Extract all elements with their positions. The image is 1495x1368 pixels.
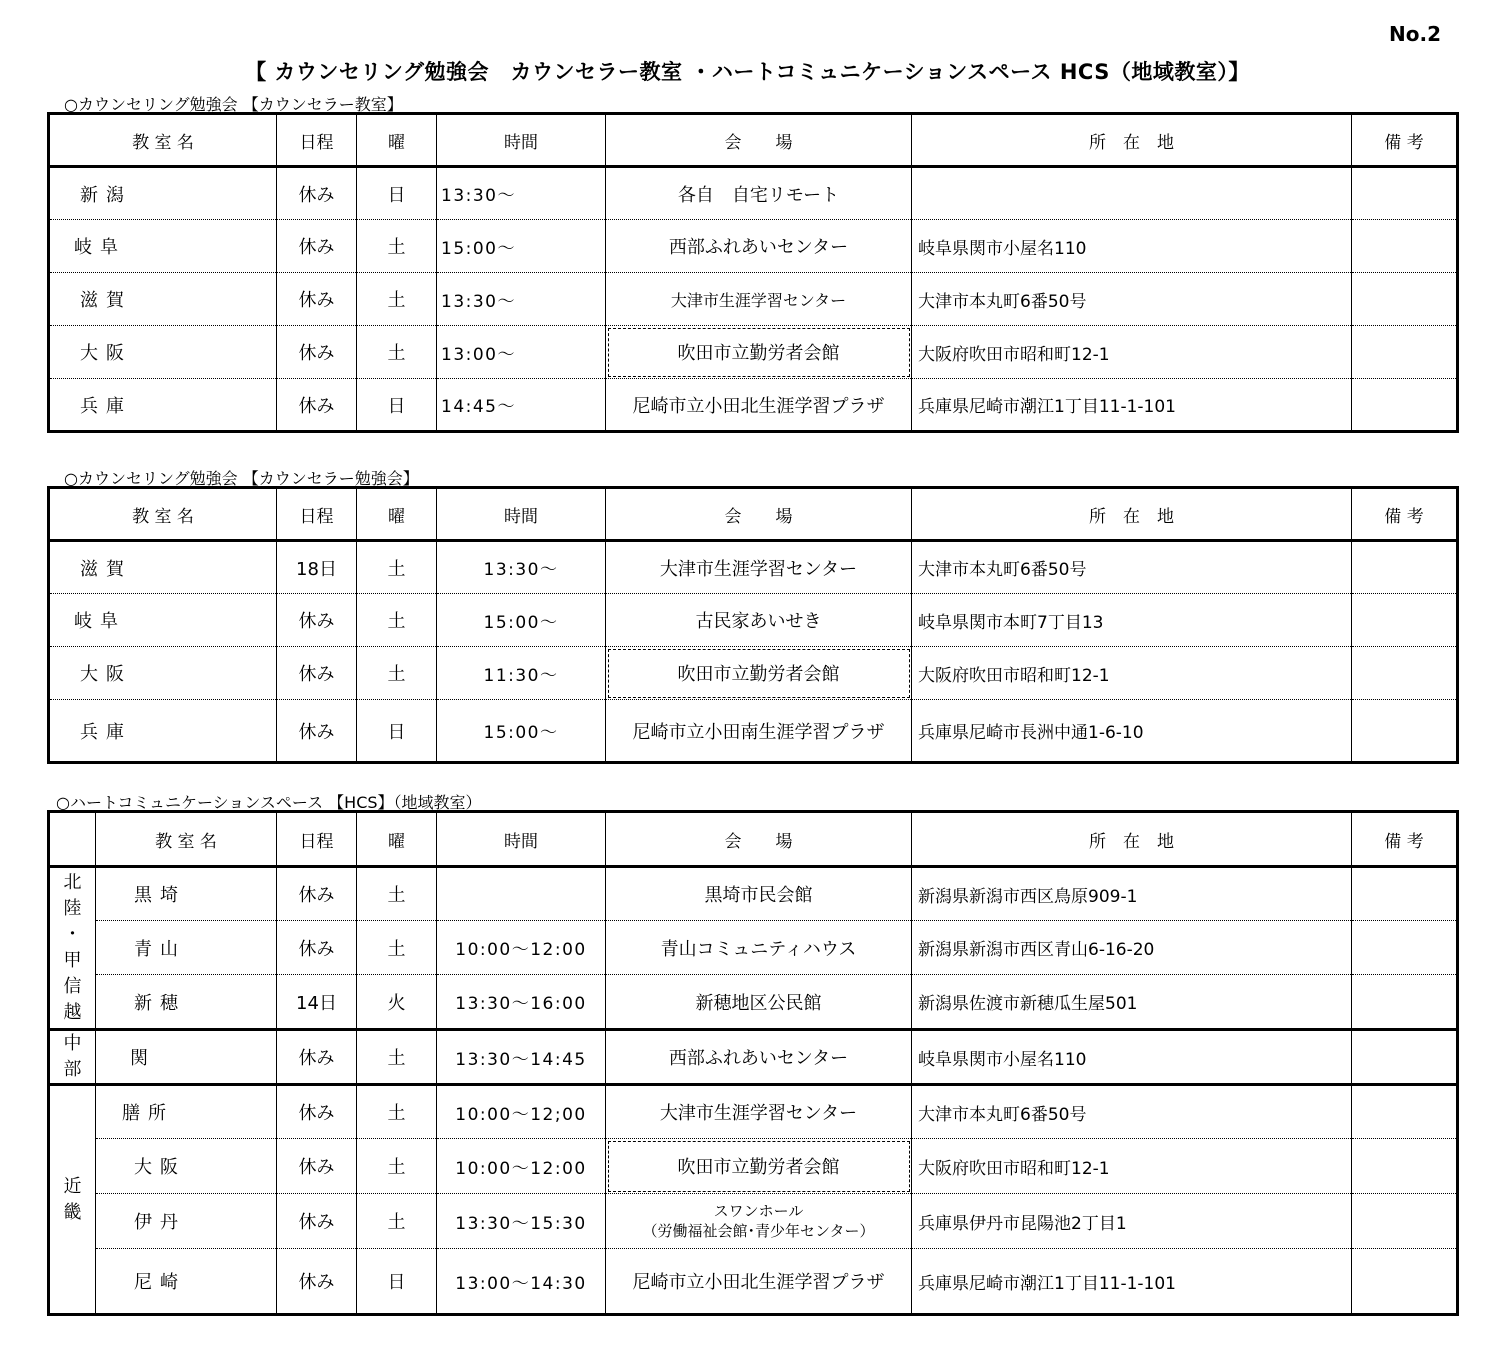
table-header-row xyxy=(49,488,1458,541)
row-weekday: 土 xyxy=(357,647,437,700)
row-name: 滋賀 xyxy=(49,273,277,326)
row-time: 10:00～12:00 xyxy=(437,1139,606,1194)
table-row xyxy=(49,700,1458,763)
row-name: 伊丹 xyxy=(96,1194,277,1249)
header-time: 時間 xyxy=(437,488,606,541)
row-notes xyxy=(1352,867,1458,921)
row-name: 新穂 xyxy=(96,975,277,1030)
row-venue: 大津市生涯学習センター xyxy=(606,273,912,326)
row-notes xyxy=(1352,700,1458,763)
page-number: No.2 xyxy=(1389,22,1441,46)
row-address: 岐阜県関市本町7丁目13 xyxy=(912,594,1352,647)
row-notes xyxy=(1352,921,1458,975)
table-row xyxy=(49,1085,1458,1139)
row-notes xyxy=(1352,273,1458,326)
row-address: 大阪府吹田市昭和町12-1 xyxy=(912,1139,1352,1194)
row-notes xyxy=(1352,167,1458,220)
row-weekday: 土 xyxy=(357,1139,437,1194)
counselor-class-table xyxy=(47,112,1459,433)
row-date: 休み xyxy=(277,1085,357,1139)
row-venue: 吹田市立勤労者会館 xyxy=(606,647,912,700)
row-address: 岐阜県関市小屋名110 xyxy=(912,220,1352,273)
table-row xyxy=(49,1030,1458,1085)
header-name: 教 室 名 xyxy=(49,488,277,541)
row-weekday: 土 xyxy=(357,921,437,975)
table-row xyxy=(49,594,1458,647)
row-time: 11:30～ xyxy=(437,647,606,700)
header-address: 所 在 地 xyxy=(912,488,1352,541)
row-notes xyxy=(1352,1139,1458,1194)
row-time: 13:30～ xyxy=(437,167,606,220)
row-notes xyxy=(1352,1249,1458,1315)
row-time: 10:00～12:00 xyxy=(437,921,606,975)
header-name: 教 室 名 xyxy=(49,114,277,167)
row-time: 15:00～ xyxy=(437,220,606,273)
table-row xyxy=(49,1249,1458,1315)
row-time: 13:00～ xyxy=(437,326,606,379)
row-weekday: 日 xyxy=(357,700,437,763)
row-address: 新潟県佐渡市新穂瓜生屋501 xyxy=(912,975,1352,1030)
header-address: 所 在 地 xyxy=(912,812,1352,867)
row-name: 兵庫 xyxy=(49,700,277,763)
section-caption-counselor-class: ○カウンセリング勉強会 【カウンセラー教室】 xyxy=(64,95,403,114)
section-caption-counselor-study: ○カウンセリング勉強会 【カウンセラー勉強会】 xyxy=(64,469,419,488)
row-name: 大阪 xyxy=(96,1139,277,1194)
row-address: 大津市本丸町6番50号 xyxy=(912,273,1352,326)
section-caption-hcs: ○ハートコミュニケーションスペース 【HCS】（地域教室） xyxy=(56,793,482,812)
row-weekday: 土 xyxy=(357,273,437,326)
row-address: 兵庫県伊丹市昆陽池2丁目1 xyxy=(912,1194,1352,1249)
row-date: 18日 xyxy=(277,541,357,594)
row-weekday: 土 xyxy=(357,220,437,273)
row-address: 大津市本丸町6番50号 xyxy=(912,1085,1352,1139)
row-venue-main: スワンホール xyxy=(713,1202,804,1220)
row-address: 大津市本丸町6番50号 xyxy=(912,541,1352,594)
row-time: 10:00～12;00 xyxy=(437,1085,606,1139)
table-row xyxy=(49,975,1458,1030)
row-time: 13:30～ xyxy=(437,273,606,326)
header-notes: 備 考 xyxy=(1352,488,1458,541)
row-venue: 西部ふれあいセンター xyxy=(606,1030,912,1085)
row-name: 岐阜 xyxy=(49,220,277,273)
row-venue: 吹田市立勤労者会館 xyxy=(606,1139,912,1194)
row-date: 休み xyxy=(277,1030,357,1085)
row-name: 関 xyxy=(96,1030,277,1085)
row-weekday: 土 xyxy=(357,594,437,647)
row-address xyxy=(912,167,1352,220)
header-time: 時間 xyxy=(437,114,606,167)
table-row xyxy=(49,1194,1458,1249)
row-weekday: 土 xyxy=(357,541,437,594)
row-venue: 黒埼市民会館 xyxy=(606,867,912,921)
row-notes xyxy=(1352,541,1458,594)
row-weekday: 土 xyxy=(357,326,437,379)
row-venue-sub: （労働福祉会館･青少年センター） xyxy=(642,1222,875,1240)
row-address: 新潟県新潟市西区青山6-16-20 xyxy=(912,921,1352,975)
row-date: 休み xyxy=(277,273,357,326)
row-date: 休み xyxy=(277,326,357,379)
row-notes xyxy=(1352,594,1458,647)
header-name: 教 室 名 xyxy=(96,812,277,867)
table-row xyxy=(49,867,1458,921)
row-address: 大阪府吹田市昭和町12-1 xyxy=(912,647,1352,700)
header-notes: 備 考 xyxy=(1352,114,1458,167)
row-name: 兵庫 xyxy=(49,379,277,432)
row-date: 休み xyxy=(277,700,357,763)
row-notes xyxy=(1352,326,1458,379)
row-date: 休み xyxy=(277,379,357,432)
header-region xyxy=(49,812,96,867)
row-date: 休み xyxy=(277,921,357,975)
table-row xyxy=(49,647,1458,700)
region-chubu: 中 部 xyxy=(49,1030,96,1085)
row-time: 15:00～ xyxy=(437,700,606,763)
header-weekday: 曜 xyxy=(357,114,437,167)
row-venue: 青山コミュニティハウス xyxy=(606,921,912,975)
row-notes xyxy=(1352,1194,1458,1249)
region-kinki: 近 畿 xyxy=(49,1085,96,1315)
row-venue: 吹田市立勤労者会館 xyxy=(606,326,912,379)
row-venue xyxy=(606,1194,912,1249)
row-notes xyxy=(1352,220,1458,273)
row-venue: 各自 自宅リモート xyxy=(606,167,912,220)
row-name: 青山 xyxy=(96,921,277,975)
header-time: 時間 xyxy=(437,812,606,867)
table-row xyxy=(49,167,1458,220)
row-venue: 古民家あいせき xyxy=(606,594,912,647)
row-name: 大阪 xyxy=(49,647,277,700)
row-venue: 大津市生涯学習センター xyxy=(606,541,912,594)
row-weekday: 土 xyxy=(357,1194,437,1249)
row-date: 休み xyxy=(277,594,357,647)
row-name: 滋賀 xyxy=(49,541,277,594)
header-venue: 会 場 xyxy=(606,114,912,167)
row-venue: 尼崎市立小田北生涯学習プラザ xyxy=(606,379,912,432)
row-date: 休み xyxy=(277,1139,357,1194)
row-time: 13:30～16:00 xyxy=(437,975,606,1030)
row-time: 13:30～14:45 xyxy=(437,1030,606,1085)
region-hokuriku: 北 陸 ・ 甲 信 越 xyxy=(49,867,96,1030)
hcs-table xyxy=(47,810,1459,1316)
row-notes xyxy=(1352,975,1458,1030)
row-address: 大阪府吹田市昭和町12-1 xyxy=(912,326,1352,379)
row-date: 休み xyxy=(277,647,357,700)
row-notes xyxy=(1352,379,1458,432)
row-name: 黒埼 xyxy=(96,867,277,921)
row-address: 兵庫県尼崎市潮江1丁目11-1-101 xyxy=(912,379,1352,432)
table-row xyxy=(49,220,1458,273)
table-row xyxy=(49,273,1458,326)
row-notes xyxy=(1352,647,1458,700)
header-date: 日程 xyxy=(277,114,357,167)
table-row xyxy=(49,379,1458,432)
header-address: 所 在 地 xyxy=(912,114,1352,167)
row-weekday: 土 xyxy=(357,1030,437,1085)
table-header-row xyxy=(49,812,1458,867)
row-time: 13:30～15:30 xyxy=(437,1194,606,1249)
row-date: 休み xyxy=(277,1194,357,1249)
row-time xyxy=(437,867,606,921)
header-date: 日程 xyxy=(277,488,357,541)
row-notes xyxy=(1352,1085,1458,1139)
row-weekday: 日 xyxy=(357,167,437,220)
row-address: 兵庫県尼崎市潮江1丁目11-1-101 xyxy=(912,1249,1352,1315)
row-weekday: 土 xyxy=(357,1085,437,1139)
header-venue: 会 場 xyxy=(606,488,912,541)
header-weekday: 曜 xyxy=(357,812,437,867)
row-weekday: 日 xyxy=(357,1249,437,1315)
row-notes xyxy=(1352,1030,1458,1085)
row-time: 14:45～ xyxy=(437,379,606,432)
row-weekday: 日 xyxy=(357,379,437,432)
row-time: 13:00～14:30 xyxy=(437,1249,606,1315)
table-row xyxy=(49,541,1458,594)
row-weekday: 火 xyxy=(357,975,437,1030)
row-name: 尼崎 xyxy=(96,1249,277,1315)
row-venue: 新穂地区公民館 xyxy=(606,975,912,1030)
header-weekday: 曜 xyxy=(357,488,437,541)
row-name: 新潟 xyxy=(49,167,277,220)
document-title: 【 カウンセリング勉強会 カウンセラー教室 ・ハートコミュニケーションスペース HCS（地域教室）】 xyxy=(245,60,1250,84)
header-venue: 会 場 xyxy=(606,812,912,867)
row-time: 13:30～ xyxy=(437,541,606,594)
table-row xyxy=(49,921,1458,975)
table-row xyxy=(49,1139,1458,1194)
row-time: 15:00～ xyxy=(437,594,606,647)
row-weekday: 土 xyxy=(357,867,437,921)
header-date: 日程 xyxy=(277,812,357,867)
row-address: 新潟県新潟市西区鳥原909-1 xyxy=(912,867,1352,921)
row-address: 岐阜県関市小屋名110 xyxy=(912,1030,1352,1085)
counselor-study-table xyxy=(47,486,1459,764)
row-date: 休み xyxy=(277,1249,357,1315)
row-name: 岐阜 xyxy=(49,594,277,647)
row-date: 休み xyxy=(277,220,357,273)
row-venue: 尼崎市立小田南生涯学習プラザ xyxy=(606,700,912,763)
table-row xyxy=(49,326,1458,379)
row-name: 大阪 xyxy=(49,326,277,379)
row-venue: 西部ふれあいセンター xyxy=(606,220,912,273)
header-notes: 備 考 xyxy=(1352,812,1458,867)
table-header-row xyxy=(49,114,1458,167)
row-address: 兵庫県尼崎市長洲中通1-6-10 xyxy=(912,700,1352,763)
row-date: 休み xyxy=(277,867,357,921)
row-venue: 尼崎市立小田北生涯学習プラザ xyxy=(606,1249,912,1315)
row-date: 休み xyxy=(277,167,357,220)
row-venue: 大津市生涯学習センター xyxy=(606,1085,912,1139)
row-date: 14日 xyxy=(277,975,357,1030)
row-name: 膳所 xyxy=(96,1085,277,1139)
